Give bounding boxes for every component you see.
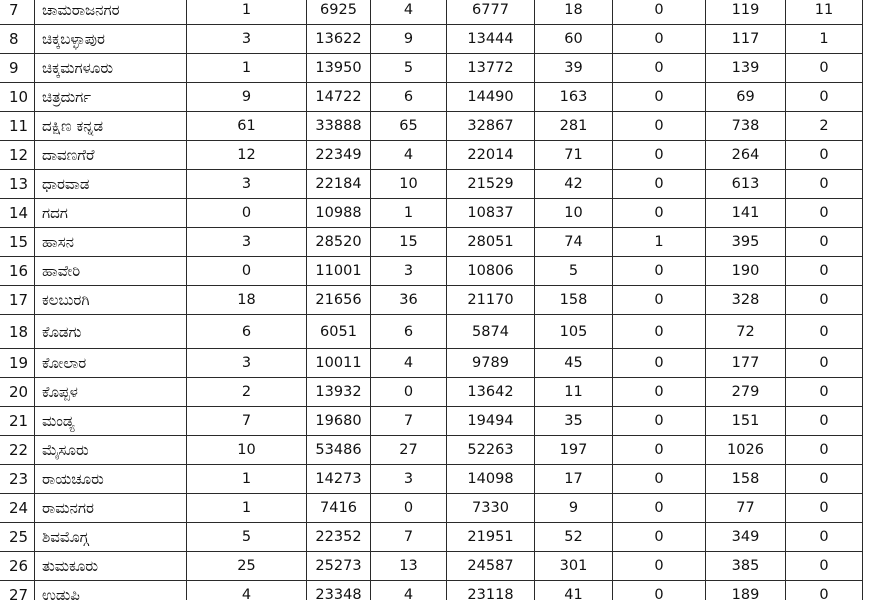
value-cell-col-8: 0 [612, 494, 705, 522]
table-row [0, 552, 875, 581]
value-cell-col-10: 0 [785, 407, 862, 435]
value-cell-col-10: 0 [785, 54, 862, 82]
value-cell-col-6: 14098 [446, 465, 534, 493]
value-cell-col-6: 10837 [446, 199, 534, 227]
value-cell-col-6: 28051 [446, 228, 534, 256]
value-cell-col-3: 1 [186, 465, 306, 493]
table-row [0, 228, 875, 257]
value-cell-col-8: 0 [612, 523, 705, 551]
district-name-cell: ಕೊಪ್ಪಳ [34, 378, 186, 406]
value-cell-col-4: 10011 [306, 349, 370, 377]
district-name-cell: ಹಾಸನ [34, 228, 186, 256]
table-row [0, 141, 875, 170]
value-cell-col-4: 21656 [306, 286, 370, 314]
value-cell-col-8: 0 [612, 112, 705, 140]
value-cell-col-3: 0 [186, 199, 306, 227]
district-name-cell: ದಾವಣಗೆರೆ [34, 141, 186, 169]
district-name-cell: ಚಿಕ್ಕಬಳ್ಳಾಪುರ [34, 25, 186, 53]
value-cell-col-7: 105 [534, 315, 612, 348]
value-cell-col-5: 36 [370, 286, 446, 314]
value-cell-col-6: 14490 [446, 83, 534, 111]
value-cell-col-4: 23348 [306, 581, 370, 600]
value-cell-col-9: 738 [705, 112, 785, 140]
value-cell-col-5: 6 [370, 83, 446, 111]
value-cell-col-8: 1 [612, 228, 705, 256]
value-cell-col-6: 9789 [446, 349, 534, 377]
serial-number-cell: 23 [9, 470, 29, 488]
district-name-cell: ಕಲಬುರಗಿ [34, 286, 186, 314]
value-cell-col-6: 22014 [446, 141, 534, 169]
value-cell-col-3: 61 [186, 112, 306, 140]
district-name-cell: ತುಮಕೂರು [34, 552, 186, 580]
value-cell-col-10: 0 [785, 83, 862, 111]
value-cell-col-10: 0 [785, 199, 862, 227]
value-cell-col-7: 5 [534, 257, 612, 285]
table-row [0, 494, 875, 523]
value-cell-col-6: 52263 [446, 436, 534, 464]
table-row [0, 54, 875, 83]
value-cell-col-4: 13950 [306, 54, 370, 82]
value-cell-col-3: 5 [186, 523, 306, 551]
table-row [0, 523, 875, 552]
value-cell-col-5: 5 [370, 54, 446, 82]
value-cell-col-10: 0 [785, 286, 862, 314]
value-cell-col-5: 6 [370, 315, 446, 348]
value-cell-col-7: 41 [534, 581, 612, 600]
value-cell-col-10: 2 [785, 112, 862, 140]
value-cell-col-3: 18 [186, 286, 306, 314]
table-row [0, 378, 875, 407]
table-row [0, 112, 875, 141]
serial-number-cell: 15 [9, 233, 29, 251]
value-cell-col-4: 6051 [306, 315, 370, 348]
value-cell-col-8: 0 [612, 170, 705, 198]
serial-number-cell: 18 [9, 322, 29, 341]
value-cell-col-6: 21529 [446, 170, 534, 198]
value-cell-col-10: 0 [785, 465, 862, 493]
value-cell-col-6: 5874 [446, 315, 534, 348]
value-cell-col-5: 4 [370, 0, 446, 24]
value-cell-col-10: 0 [785, 436, 862, 464]
district-name-cell: ಕೋಲಾರ [34, 349, 186, 377]
value-cell-col-4: 22184 [306, 170, 370, 198]
value-cell-col-3: 4 [186, 581, 306, 600]
value-cell-col-4: 25273 [306, 552, 370, 580]
district-name-cell: ಕೊಡಗು [34, 315, 186, 348]
district-name-cell: ಮೈಸೂರು [34, 436, 186, 464]
value-cell-col-3: 25 [186, 552, 306, 580]
value-cell-col-3: 3 [186, 228, 306, 256]
value-cell-col-7: 281 [534, 112, 612, 140]
value-cell-col-5: 0 [370, 494, 446, 522]
value-cell-col-4: 6925 [306, 0, 370, 24]
value-cell-col-10: 0 [785, 378, 862, 406]
value-cell-col-7: 17 [534, 465, 612, 493]
value-cell-col-8: 0 [612, 349, 705, 377]
table-row [0, 25, 875, 54]
value-cell-col-10: 0 [785, 523, 862, 551]
table-row [0, 581, 875, 600]
value-cell-col-9: 158 [705, 465, 785, 493]
value-cell-col-7: 39 [534, 54, 612, 82]
value-cell-col-8: 0 [612, 286, 705, 314]
value-cell-col-10: 1 [785, 25, 862, 53]
value-cell-col-5: 13 [370, 552, 446, 580]
serial-number-cell: 13 [9, 175, 29, 193]
value-cell-col-8: 0 [612, 378, 705, 406]
value-cell-col-9: 119 [705, 0, 785, 24]
value-cell-col-8: 0 [612, 54, 705, 82]
value-cell-col-3: 1 [186, 54, 306, 82]
serial-number-cell: 26 [9, 557, 29, 575]
serial-number-cell: 16 [9, 262, 29, 280]
serial-number-cell: 7 [9, 1, 19, 19]
value-cell-col-7: 52 [534, 523, 612, 551]
serial-number-cell: 19 [9, 354, 29, 372]
value-cell-col-7: 301 [534, 552, 612, 580]
value-cell-col-7: 9 [534, 494, 612, 522]
value-cell-col-6: 19494 [446, 407, 534, 435]
value-cell-col-5: 65 [370, 112, 446, 140]
district-name-cell: ಉಡುಪಿ [34, 581, 186, 600]
value-cell-col-9: 264 [705, 141, 785, 169]
district-name-cell: ಶಿವಮೊಗ್ಗ [34, 523, 186, 551]
value-cell-col-5: 9 [370, 25, 446, 53]
value-cell-col-3: 6 [186, 315, 306, 348]
value-cell-col-4: 14722 [306, 83, 370, 111]
value-cell-col-5: 3 [370, 257, 446, 285]
value-cell-col-3: 7 [186, 407, 306, 435]
value-cell-col-8: 0 [612, 407, 705, 435]
table-row [0, 83, 875, 112]
value-cell-col-4: 22349 [306, 141, 370, 169]
value-cell-col-9: 69 [705, 83, 785, 111]
value-cell-col-10: 0 [785, 141, 862, 169]
value-cell-col-10: 0 [785, 581, 862, 600]
table-row [0, 465, 875, 494]
value-cell-col-4: 13622 [306, 25, 370, 53]
value-cell-col-3: 3 [186, 25, 306, 53]
value-cell-col-7: 197 [534, 436, 612, 464]
value-cell-col-5: 0 [370, 378, 446, 406]
value-cell-col-8: 0 [612, 83, 705, 111]
value-cell-col-8: 0 [612, 552, 705, 580]
value-cell-col-6: 23118 [446, 581, 534, 600]
district-name-cell: ಚಾಮರಾಜನಗರ [34, 0, 186, 24]
value-cell-col-3: 3 [186, 170, 306, 198]
serial-number-cell: 24 [9, 499, 29, 517]
value-cell-col-6: 13642 [446, 378, 534, 406]
value-cell-col-7: 158 [534, 286, 612, 314]
value-cell-col-8: 0 [612, 465, 705, 493]
value-cell-col-8: 0 [612, 0, 705, 24]
value-cell-col-8: 0 [612, 199, 705, 227]
district-name-cell: ಮಂಡ್ಯ [34, 407, 186, 435]
value-cell-col-4: 13932 [306, 378, 370, 406]
value-cell-col-6: 21951 [446, 523, 534, 551]
table-row [0, 257, 875, 286]
value-cell-col-8: 0 [612, 25, 705, 53]
table-row [0, 286, 875, 315]
value-cell-col-9: 385 [705, 552, 785, 580]
value-cell-col-9: 77 [705, 494, 785, 522]
serial-number-cell: 22 [9, 441, 29, 459]
value-cell-col-6: 7330 [446, 494, 534, 522]
value-cell-col-5: 7 [370, 523, 446, 551]
serial-number-cell: 11 [9, 117, 29, 135]
value-cell-col-9: 395 [705, 228, 785, 256]
value-cell-col-7: 60 [534, 25, 612, 53]
table-row [0, 436, 875, 465]
value-cell-col-9: 349 [705, 523, 785, 551]
value-cell-col-10: 0 [785, 228, 862, 256]
serial-number-cell: 17 [9, 291, 29, 309]
value-cell-col-10: 0 [785, 315, 862, 348]
value-cell-col-3: 10 [186, 436, 306, 464]
value-cell-col-8: 0 [612, 581, 705, 600]
value-cell-col-5: 3 [370, 465, 446, 493]
value-cell-col-4: 28520 [306, 228, 370, 256]
value-cell-col-9: 177 [705, 349, 785, 377]
district-name-cell: ಚಿಕ್ಕಮಗಳೂರು [34, 54, 186, 82]
district-name-cell: ಧಾರವಾಡ [34, 170, 186, 198]
value-cell-col-10: 0 [785, 257, 862, 285]
table-row [0, 0, 875, 25]
value-cell-col-6: 32867 [446, 112, 534, 140]
value-cell-col-10: 0 [785, 170, 862, 198]
value-cell-col-4: 14273 [306, 465, 370, 493]
serial-number-cell: 21 [9, 412, 29, 430]
table-row [0, 315, 875, 349]
value-cell-col-3: 2 [186, 378, 306, 406]
value-cell-col-9: 189 [705, 581, 785, 600]
district-name-cell: ಚಿತ್ರದುರ್ಗ [34, 83, 186, 111]
serial-number-cell: 20 [9, 383, 29, 401]
value-cell-col-5: 10 [370, 170, 446, 198]
value-cell-col-7: 71 [534, 141, 612, 169]
value-cell-col-7: 45 [534, 349, 612, 377]
value-cell-col-7: 163 [534, 83, 612, 111]
value-cell-col-5: 1 [370, 199, 446, 227]
value-cell-col-3: 1 [186, 0, 306, 24]
table-row [0, 407, 875, 436]
district-name-cell: ಗದಗ [34, 199, 186, 227]
value-cell-col-6: 24587 [446, 552, 534, 580]
value-cell-col-6: 6777 [446, 0, 534, 24]
table-row [0, 170, 875, 199]
value-cell-col-5: 7 [370, 407, 446, 435]
value-cell-col-6: 13444 [446, 25, 534, 53]
table-row [0, 349, 875, 378]
district-name-cell: ರಾಯಚೂರು [34, 465, 186, 493]
value-cell-col-10: 0 [785, 552, 862, 580]
value-cell-col-9: 151 [705, 407, 785, 435]
value-cell-col-5: 27 [370, 436, 446, 464]
value-cell-col-9: 139 [705, 54, 785, 82]
serial-number-cell: 8 [9, 30, 19, 48]
value-cell-col-8: 0 [612, 257, 705, 285]
serial-number-cell: 10 [9, 88, 29, 106]
value-cell-col-7: 11 [534, 378, 612, 406]
value-cell-col-9: 1026 [705, 436, 785, 464]
value-cell-col-9: 328 [705, 286, 785, 314]
district-name-cell: ದಕ್ಷಿಣ ಕನ್ನಡ [34, 112, 186, 140]
value-cell-col-4: 7416 [306, 494, 370, 522]
value-cell-col-6: 10806 [446, 257, 534, 285]
value-cell-col-4: 11001 [306, 257, 370, 285]
serial-number-cell: 25 [9, 528, 29, 546]
value-cell-col-6: 21170 [446, 286, 534, 314]
serial-number-cell: 14 [9, 204, 29, 222]
table-row [0, 199, 875, 228]
value-cell-col-5: 15 [370, 228, 446, 256]
value-cell-col-9: 613 [705, 170, 785, 198]
value-cell-col-10: 0 [785, 349, 862, 377]
value-cell-col-5: 4 [370, 581, 446, 600]
page-margin [863, 0, 875, 600]
value-cell-col-8: 0 [612, 141, 705, 169]
value-cell-col-3: 3 [186, 349, 306, 377]
value-cell-col-7: 18 [534, 0, 612, 24]
value-cell-col-5: 4 [370, 141, 446, 169]
value-cell-col-7: 35 [534, 407, 612, 435]
value-cell-col-7: 10 [534, 199, 612, 227]
value-cell-col-3: 1 [186, 494, 306, 522]
value-cell-col-3: 12 [186, 141, 306, 169]
value-cell-col-9: 279 [705, 378, 785, 406]
value-cell-col-4: 53486 [306, 436, 370, 464]
value-cell-col-3: 9 [186, 83, 306, 111]
value-cell-col-4: 22352 [306, 523, 370, 551]
value-cell-col-7: 42 [534, 170, 612, 198]
value-cell-col-8: 0 [612, 315, 705, 348]
value-cell-col-4: 10988 [306, 199, 370, 227]
district-name-cell: ಹಾವೇರಿ [34, 257, 186, 285]
value-cell-col-4: 19680 [306, 407, 370, 435]
serial-number-cell: 12 [9, 146, 29, 164]
value-cell-col-3: 0 [186, 257, 306, 285]
value-cell-col-9: 141 [705, 199, 785, 227]
value-cell-col-4: 33888 [306, 112, 370, 140]
value-cell-col-9: 190 [705, 257, 785, 285]
value-cell-col-9: 72 [705, 315, 785, 348]
serial-number-cell: 27 [9, 586, 29, 600]
value-cell-col-10: 0 [785, 494, 862, 522]
serial-number-cell: 9 [9, 59, 19, 77]
value-cell-col-7: 74 [534, 228, 612, 256]
value-cell-col-6: 13772 [446, 54, 534, 82]
district-name-cell: ರಾಮನಗರ [34, 494, 186, 522]
value-cell-col-10: 11 [785, 0, 862, 24]
value-cell-col-9: 117 [705, 25, 785, 53]
value-cell-col-5: 4 [370, 349, 446, 377]
value-cell-col-8: 0 [612, 436, 705, 464]
